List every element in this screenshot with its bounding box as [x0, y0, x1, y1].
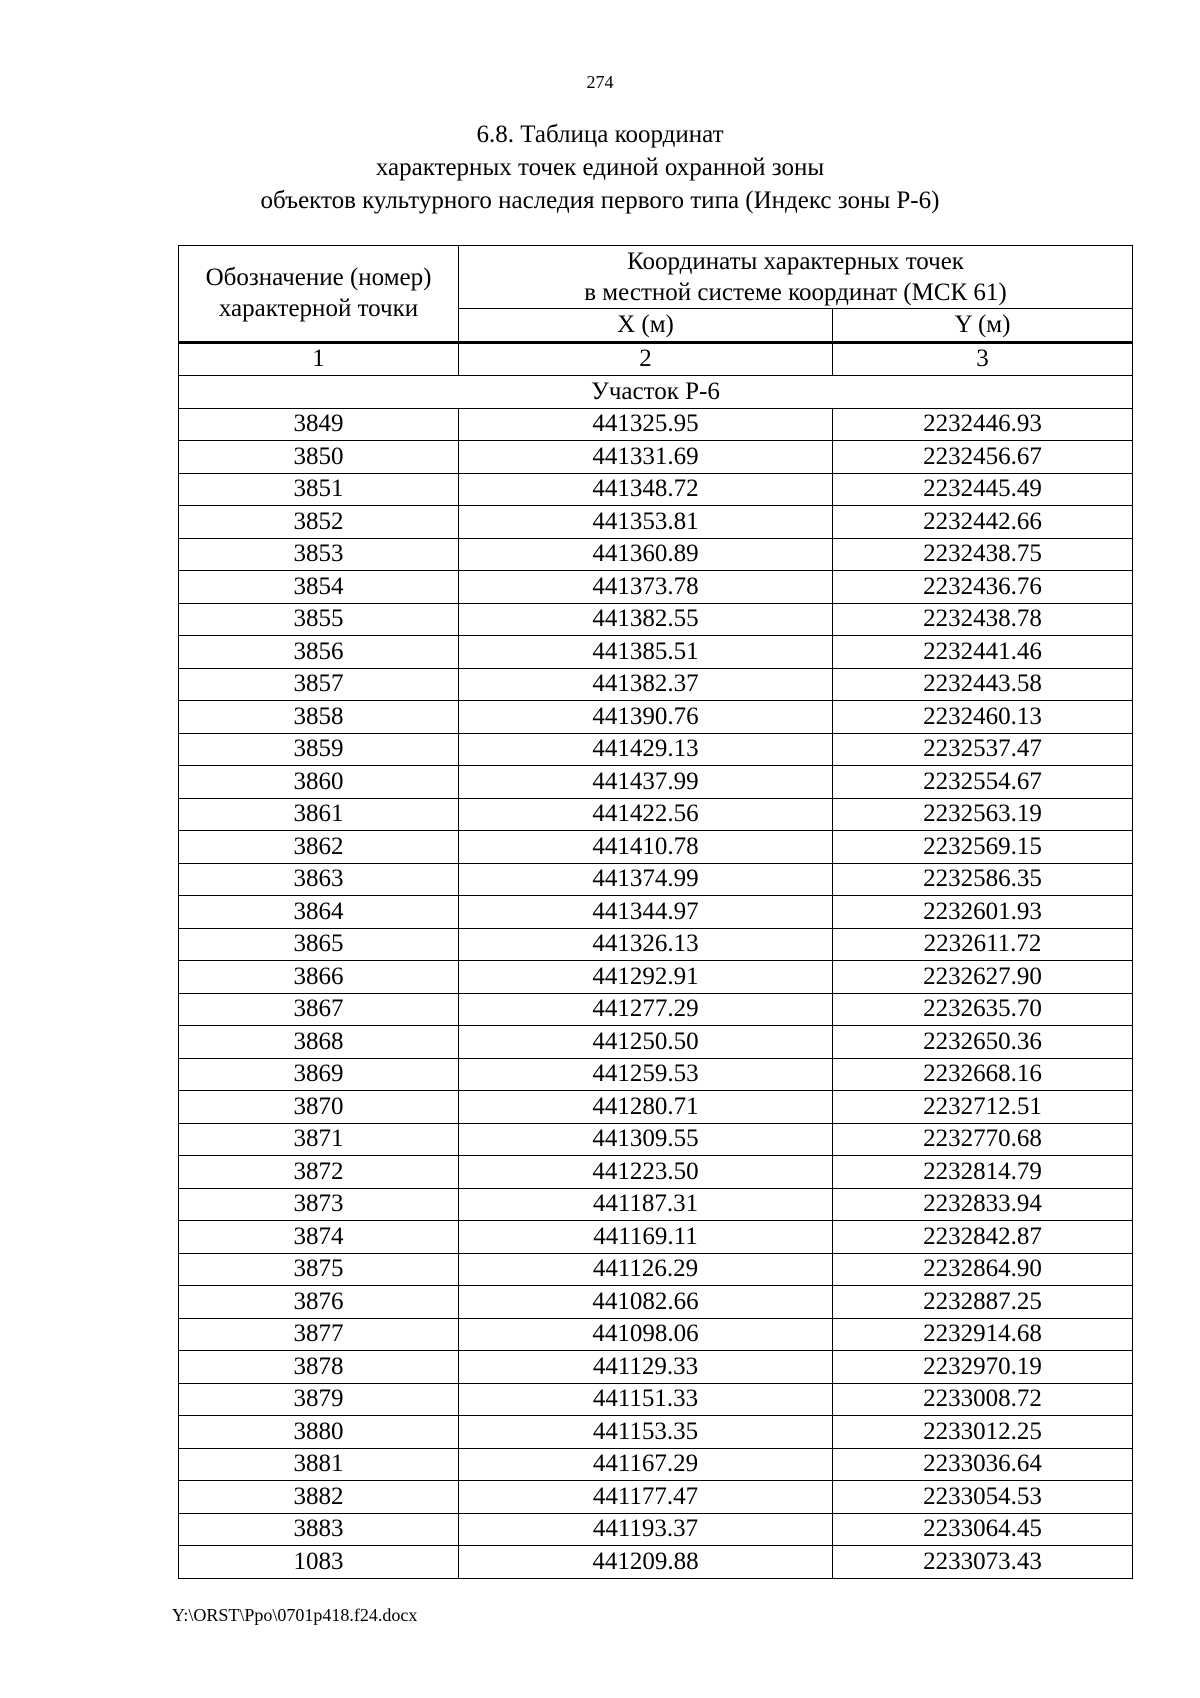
point-number-cell: 3864	[179, 896, 459, 929]
x-coordinate-cell: 441410.78	[459, 831, 833, 864]
table-row	[179, 928, 1133, 961]
x-coordinate-cell: 441277.29	[459, 993, 833, 1026]
point-number-cell: 3874	[179, 1221, 459, 1254]
x-coordinate-cell: 441167.29	[459, 1448, 833, 1481]
x-coordinate-cell: 441344.97	[459, 896, 833, 929]
point-number-cell: 3869	[179, 1058, 459, 1091]
x-coordinate-cell: 441382.37	[459, 668, 833, 701]
x-coordinate-cell: 441193.37	[459, 1513, 833, 1546]
y-coordinate-cell: 2232611.72	[833, 928, 1133, 961]
point-number-cell: 3852	[179, 506, 459, 539]
x-coordinate-cell: 441187.31	[459, 1188, 833, 1221]
point-number-cell: 3849	[179, 408, 459, 441]
y-coordinate-cell: 2232438.75	[833, 538, 1133, 571]
table-row	[179, 1513, 1133, 1546]
column-number-1: 1	[179, 342, 459, 376]
table-row	[179, 961, 1133, 994]
point-number-cell: 3855	[179, 603, 459, 636]
table-row	[179, 1026, 1133, 1059]
x-coordinate-cell: 441292.91	[459, 961, 833, 994]
table-row	[179, 733, 1133, 766]
y-coordinate-cell: 2232442.66	[833, 506, 1133, 539]
y-coordinate-cell: 2232537.47	[833, 733, 1133, 766]
y-coordinate-cell: 2232970.19	[833, 1351, 1133, 1384]
table-row	[179, 441, 1133, 474]
y-coordinate-cell: 2232842.87	[833, 1221, 1133, 1254]
y-header: Y (м)	[833, 309, 1133, 343]
x-coordinate-cell: 441353.81	[459, 506, 833, 539]
point-number-cell: 3883	[179, 1513, 459, 1546]
x-coordinate-cell: 441390.76	[459, 701, 833, 734]
table-row	[179, 896, 1133, 929]
point-number-cell: 3868	[179, 1026, 459, 1059]
point-number-cell: 3880	[179, 1416, 459, 1449]
coordinates-header	[459, 246, 1133, 309]
y-coordinate-cell: 2232601.93	[833, 896, 1133, 929]
table-row	[179, 1318, 1133, 1351]
y-coordinate-cell: 2233012.25	[833, 1416, 1133, 1449]
table-row	[179, 1351, 1133, 1384]
y-coordinate-cell: 2232914.68	[833, 1318, 1133, 1351]
x-coordinate-cell: 441331.69	[459, 441, 833, 474]
x-coordinate-cell: 441326.13	[459, 928, 833, 961]
x-coordinate-cell: 441309.55	[459, 1123, 833, 1156]
point-number-cell: 3860	[179, 766, 459, 799]
table-row	[179, 538, 1133, 571]
x-coordinate-cell: 441374.99	[459, 863, 833, 896]
table-row	[179, 506, 1133, 539]
x-coordinate-cell: 441360.89	[459, 538, 833, 571]
page-title	[0, 118, 1200, 217]
x-coordinate-cell: 441373.78	[459, 571, 833, 604]
point-number-cell: 3861	[179, 798, 459, 831]
table-row	[179, 1286, 1133, 1319]
point-number-cell: 3856	[179, 636, 459, 669]
x-coordinate-cell: 441126.29	[459, 1253, 833, 1286]
point-number-cell: 3851	[179, 473, 459, 506]
x-coordinate-cell: 441153.35	[459, 1416, 833, 1449]
column-number-row	[179, 342, 1133, 376]
section-row	[179, 376, 1133, 409]
y-coordinate-cell: 2233064.45	[833, 1513, 1133, 1546]
table-row	[179, 668, 1133, 701]
x-coordinate-cell: 441151.33	[459, 1383, 833, 1416]
x-coordinate-cell: 441385.51	[459, 636, 833, 669]
x-coordinate-cell: 441429.13	[459, 733, 833, 766]
point-number-cell: 3854	[179, 571, 459, 604]
point-number-cell: 3853	[179, 538, 459, 571]
x-coordinate-cell: 441325.95	[459, 408, 833, 441]
table-row	[179, 1058, 1133, 1091]
point-number-cell: 3876	[179, 1286, 459, 1319]
column-number-2: 2	[459, 342, 833, 376]
point-number-cell: 3871	[179, 1123, 459, 1156]
point-number-cell: 3850	[179, 441, 459, 474]
x-coordinate-cell: 441422.56	[459, 798, 833, 831]
point-number-cell: 3859	[179, 733, 459, 766]
section-label: Участок Р-6	[179, 376, 1133, 409]
coordinates-header-line-2: в местной системе координат (МСК 61)	[584, 279, 1007, 306]
table-row	[179, 766, 1133, 799]
point-number-cell: 3870	[179, 1091, 459, 1124]
y-coordinate-cell: 2232441.46	[833, 636, 1133, 669]
y-coordinate-cell: 2232460.13	[833, 701, 1133, 734]
y-coordinate-cell: 2233008.72	[833, 1383, 1133, 1416]
point-number-cell: 3873	[179, 1188, 459, 1221]
y-coordinate-cell: 2232456.67	[833, 441, 1133, 474]
table-row	[179, 831, 1133, 864]
y-coordinate-cell: 2232814.79	[833, 1156, 1133, 1189]
y-coordinate-cell: 2233073.43	[833, 1546, 1133, 1579]
table-row	[179, 1481, 1133, 1514]
y-coordinate-cell: 2232438.78	[833, 603, 1133, 636]
header-row-1	[179, 246, 1133, 309]
point-number-cell: 3881	[179, 1448, 459, 1481]
y-coordinate-cell: 2232446.93	[833, 408, 1133, 441]
table-row	[179, 408, 1133, 441]
x-coordinate-cell: 441382.55	[459, 603, 833, 636]
table-row	[179, 1546, 1133, 1579]
x-coordinate-cell: 441250.50	[459, 1026, 833, 1059]
x-coordinate-cell: 441259.53	[459, 1058, 833, 1091]
page-number: 274	[586, 72, 614, 92]
point-number-cell: 3857	[179, 668, 459, 701]
y-coordinate-cell: 2232436.76	[833, 571, 1133, 604]
y-coordinate-cell: 2232554.67	[833, 766, 1133, 799]
point-number-cell: 3866	[179, 961, 459, 994]
y-coordinate-cell: 2233054.53	[833, 1481, 1133, 1514]
table-row	[179, 1123, 1133, 1156]
x-coordinate-cell: 441169.11	[459, 1221, 833, 1254]
point-number-cell: 3875	[179, 1253, 459, 1286]
y-coordinate-cell: 2232770.68	[833, 1123, 1133, 1156]
table-row	[179, 1091, 1133, 1124]
table-row	[179, 1156, 1133, 1189]
x-header: X (м)	[459, 309, 833, 343]
y-coordinate-cell: 2232569.15	[833, 831, 1133, 864]
point-number-cell: 3865	[179, 928, 459, 961]
x-coordinate-cell: 441209.88	[459, 1546, 833, 1579]
point-number-cell: 3882	[179, 1481, 459, 1514]
column-number-3: 3	[833, 342, 1133, 376]
table-row	[179, 863, 1133, 896]
coordinates-header-line-1: Координаты характерных точек	[627, 248, 964, 275]
point-number-cell: 3867	[179, 993, 459, 1026]
y-coordinate-cell: 2232627.90	[833, 961, 1133, 994]
x-coordinate-cell: 441082.66	[459, 1286, 833, 1319]
y-coordinate-cell: 2232833.94	[833, 1188, 1133, 1221]
table-row	[179, 1188, 1133, 1221]
title-line-2: характерных точек единой охранной зоны	[375, 154, 825, 181]
point-number-cell: 3862	[179, 831, 459, 864]
point-number-cell: 3879	[179, 1383, 459, 1416]
table-row	[179, 1221, 1133, 1254]
table-row	[179, 1383, 1133, 1416]
y-coordinate-cell: 2232586.35	[833, 863, 1133, 896]
y-coordinate-cell: 2232712.51	[833, 1091, 1133, 1124]
point-number-cell: 3877	[179, 1318, 459, 1351]
point-number-cell: 3878	[179, 1351, 459, 1384]
file-path-footer: Y:\ORST\Ppo\0701p418.f24.docx	[172, 1605, 418, 1625]
y-coordinate-cell: 2232443.58	[833, 668, 1133, 701]
x-coordinate-cell: 441348.72	[459, 473, 833, 506]
y-coordinate-cell: 2232668.16	[833, 1058, 1133, 1091]
point-number-header-line-2: характерной точки	[218, 295, 419, 323]
point-number-cell: 3858	[179, 701, 459, 734]
table-row	[179, 993, 1133, 1026]
y-coordinate-cell: 2232650.36	[833, 1026, 1133, 1059]
title-line-3: объектов культурного наследия первого типа (Индекс зоны Р-6)	[260, 187, 940, 214]
y-coordinate-cell: 2233036.64	[833, 1448, 1133, 1481]
point-number-cell: 3872	[179, 1156, 459, 1189]
table-row	[179, 1416, 1133, 1449]
table-row	[179, 1253, 1133, 1286]
table-row	[179, 636, 1133, 669]
table-row	[179, 1448, 1133, 1481]
y-coordinate-cell: 2232635.70	[833, 993, 1133, 1026]
point-number-header-line-1: Обозначение (номер)	[205, 264, 432, 292]
coordinates-table	[178, 245, 1133, 1579]
y-coordinate-cell: 2232887.25	[833, 1286, 1133, 1319]
x-coordinate-cell: 441129.33	[459, 1351, 833, 1384]
table-row	[179, 701, 1133, 734]
point-number-cell: 1083	[179, 1546, 459, 1579]
table-row	[179, 798, 1133, 831]
y-coordinate-cell: 2232864.90	[833, 1253, 1133, 1286]
point-number-cell: 3863	[179, 863, 459, 896]
x-coordinate-cell: 441223.50	[459, 1156, 833, 1189]
x-coordinate-cell: 441437.99	[459, 766, 833, 799]
x-coordinate-cell: 441280.71	[459, 1091, 833, 1124]
x-coordinate-cell: 441098.06	[459, 1318, 833, 1351]
y-coordinate-cell: 2232563.19	[833, 798, 1133, 831]
point-number-header	[179, 246, 459, 343]
table-row	[179, 603, 1133, 636]
y-coordinate-cell: 2232445.49	[833, 473, 1133, 506]
x-coordinate-cell: 441177.47	[459, 1481, 833, 1514]
title-line-1: 6.8. Таблица координат	[476, 121, 724, 148]
table-row	[179, 473, 1133, 506]
table-row	[179, 571, 1133, 604]
